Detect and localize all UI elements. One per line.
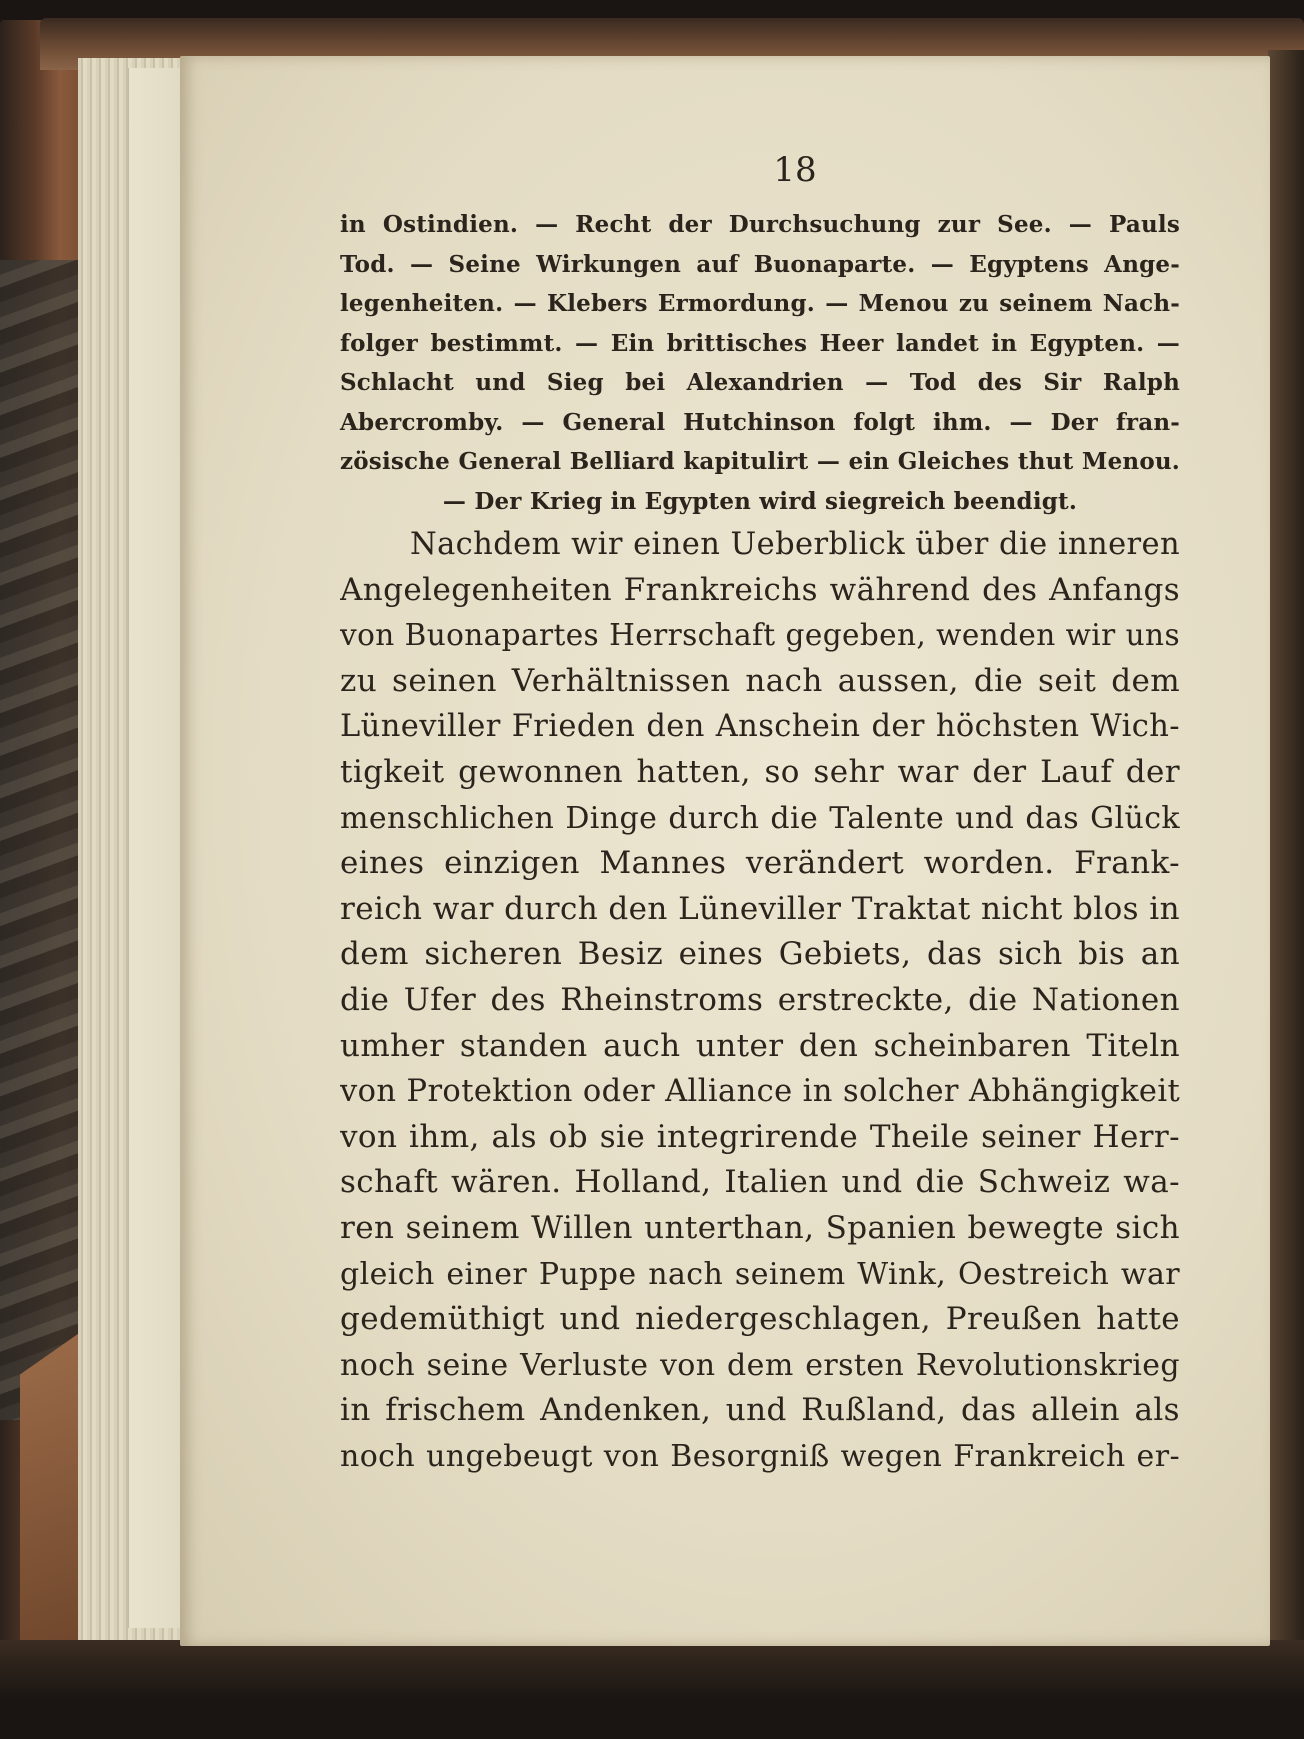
body-line: eines einzigen Mannes verändert worden. Frank-	[340, 845, 1180, 882]
body-line: tigkeit gewonnen hatten, so sehr war der Lauf der	[340, 753, 1180, 790]
book-right-edge	[1268, 50, 1304, 1650]
body-line: noch ungebeugt von Besorgniß wegen Frankreich er-	[340, 1438, 1180, 1474]
body-line: ren seinem Willen unterthan, Spanien bewegte sich	[340, 1209, 1180, 1246]
body-line: zu seinen Verhältnissen nach aussen, die seit dem	[340, 662, 1180, 699]
summary-line: legenheiten. — Klebers Ermordung. — Menou zu seinem Nach-	[340, 290, 1180, 317]
summary-line: in Ostindien. — Recht der Durchsuchung zur See. — Pauls	[340, 211, 1180, 238]
body-line: Angelegenheiten Frankreichs während des Anfangs	[340, 571, 1180, 608]
summary-line: Schlacht und Sieg bei Alexandrien — Tod des Sir Ralph	[340, 369, 1180, 396]
body-line: Nachdem wir einen Ueberblick über die inneren	[410, 527, 1180, 562]
body-line: noch seine Verluste von dem ersten Revolutionskrieg	[340, 1347, 1180, 1383]
chapter-summary	[340, 205, 1180, 521]
body-line: von ihm, als ob sie integrirende Theile seiner Herr-	[340, 1118, 1180, 1155]
marbled-cover-paper	[0, 260, 80, 1420]
body-line: gedemüthigt und niedergeschlagen, Preußen hatte	[340, 1301, 1180, 1338]
summary-line: folger bestimmt. — Ein brittisches Heer landet in Egypten. —	[340, 329, 1180, 357]
summary-line: zösische General Belliard kapitulirt — ein Gleiches thut Menou.	[340, 448, 1180, 475]
body-line: umher standen auch unter den scheinbaren Titeln	[340, 1027, 1180, 1064]
body-line: menschlichen Dinge durch die Talente und das Glück	[340, 800, 1180, 836]
body-line: reich war durch den Lüneviller Traktat nicht blos in	[340, 890, 1180, 927]
body-line: schaft wären. Holland, Italien und die Schweiz wa-	[340, 1164, 1180, 1201]
book-bottom-edge	[0, 1640, 1304, 1739]
body-line: von Buonapartes Herrschaft gegeben, wenden wir uns	[340, 618, 1180, 653]
body-line: dem sicheren Besiz eines Gebiets, das sich bis an	[340, 936, 1180, 973]
body-text	[340, 522, 1180, 1479]
summary-line: — Der Krieg in Egypten wird siegreich beendigt.	[442, 487, 1078, 515]
body-line: Lüneviller Frieden den Anschein der höchsten Wich-	[340, 709, 1180, 745]
body-line: in frischem Andenken, und Rußland, das allein als	[340, 1392, 1180, 1429]
summary-line: Tod. — Seine Wirkungen auf Buonaparte. — Egyptens Ange-	[340, 250, 1180, 278]
page-number: 18	[773, 150, 817, 190]
body-line: gleich einer Puppe nach seinem Wink, Oestreich war	[340, 1256, 1180, 1292]
body-line: von Protektion oder Alliance in solcher Abhängigkeit	[340, 1074, 1180, 1110]
body-line: die Ufer des Rheinstroms erstreckte, die Nationen	[340, 981, 1180, 1018]
summary-line: Abercromby. — General Hutchinson folgt ihm. — Der fran-	[340, 408, 1180, 436]
